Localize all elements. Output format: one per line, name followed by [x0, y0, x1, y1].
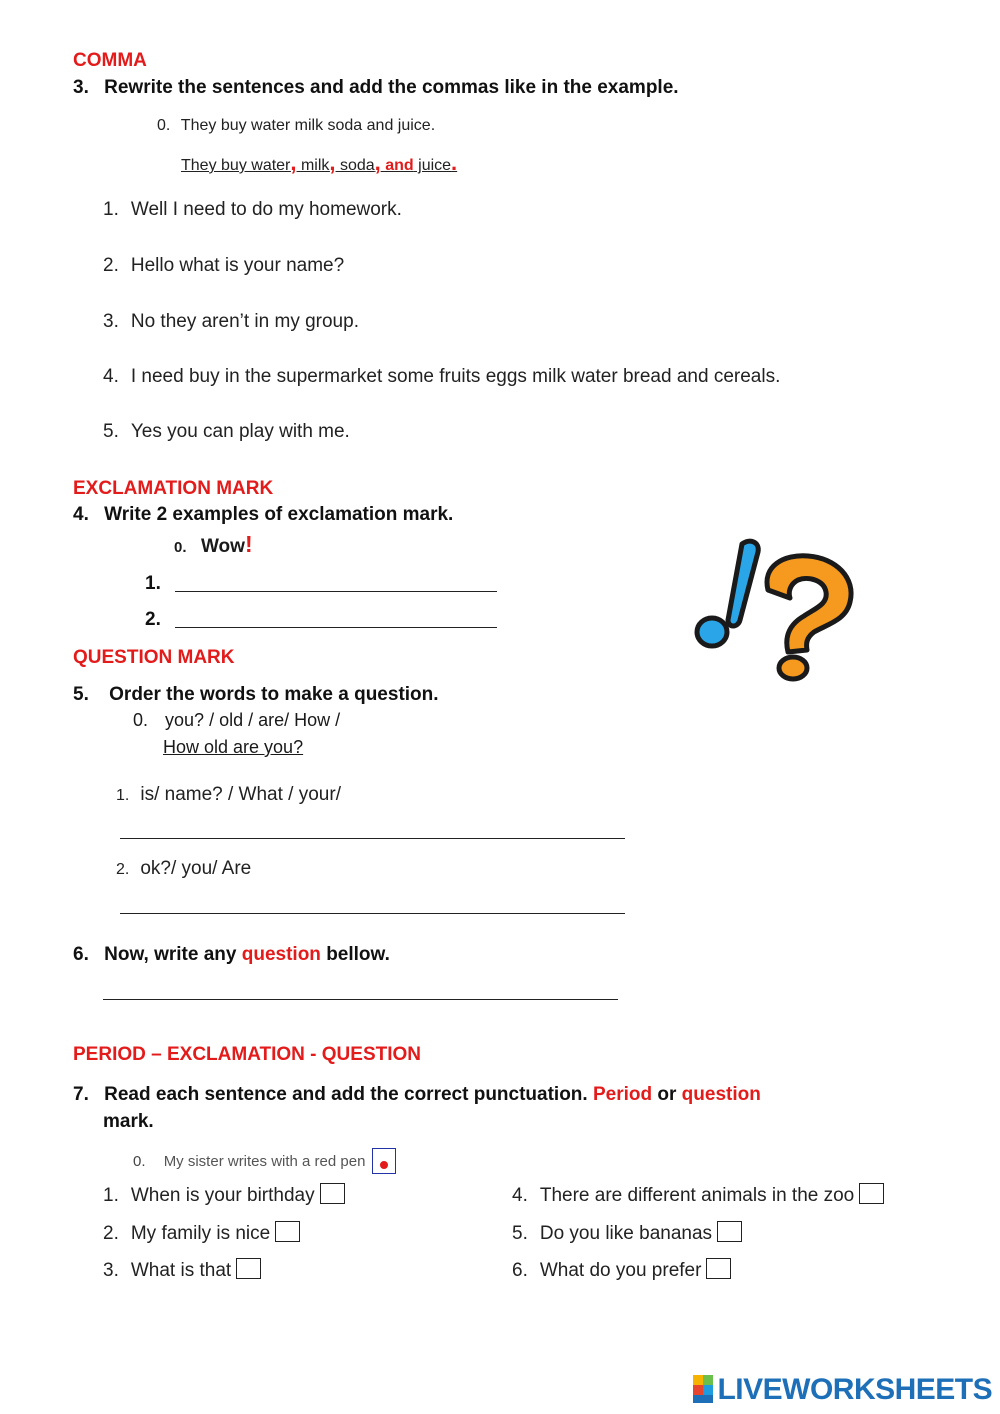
liveworksheets-logo [693, 1373, 992, 1407]
item-number: 2. [103, 255, 119, 276]
exclamation-question-illustration [690, 532, 860, 682]
item-number: 4. [512, 1185, 528, 1206]
example-mark: ! [244, 531, 253, 557]
question-3 [73, 77, 679, 99]
question-example-answer: How old are you? [163, 737, 304, 757]
answer-and: and [380, 157, 414, 174]
question-text: Rewrite the sentences and add the commas like in the example. [104, 77, 679, 98]
question-7 [73, 1084, 761, 1106]
pe-item [512, 1183, 884, 1207]
answer-comma: , [329, 150, 336, 175]
answer-period: . [451, 150, 458, 175]
answer-box[interactable] [275, 1221, 300, 1242]
answer-box[interactable] [236, 1258, 261, 1279]
item-text: ok?/ you/ Are [140, 858, 252, 879]
question-6 [73, 944, 390, 966]
item-number: 2. [116, 861, 130, 878]
pe-item [103, 1221, 300, 1245]
answer-box[interactable] [706, 1258, 731, 1279]
section-title-question: QUESTION MARK [73, 647, 235, 668]
item-text: What is that [130, 1260, 232, 1281]
example-number: 0. [157, 117, 171, 134]
answer-comma: , [374, 150, 381, 175]
item-text: Well I need to do my homework. [130, 199, 402, 220]
pe-item [512, 1258, 731, 1282]
comma-example [157, 117, 435, 135]
item-text: There are different animals in the zoo [539, 1185, 855, 1206]
item-number: 3. [103, 311, 119, 332]
answer-part: soda [335, 157, 375, 174]
item-text: No they aren’t in my group. [130, 311, 359, 332]
item-number: 1. [103, 1185, 119, 1206]
answer-comma: , [290, 150, 297, 175]
example-number: 0. [174, 539, 187, 556]
item-text: When is your birthday [130, 1185, 315, 1206]
comma-example-answer [181, 150, 457, 176]
item-text: Hello what is your name? [130, 255, 345, 276]
item-text: Yes you can play with me. [130, 421, 350, 442]
answer-box[interactable] [859, 1183, 884, 1204]
answer-line[interactable] [175, 591, 497, 592]
answer-box[interactable] [320, 1183, 345, 1204]
item-number: 2. [103, 1223, 119, 1244]
exclamation-example [174, 531, 253, 558]
question-highlight: question [681, 1084, 761, 1105]
item-text: I need buy in the supermarket some fruits eggs milk water bread and cereals. [130, 366, 781, 387]
example-text: My sister writes with a red pen [163, 1153, 366, 1170]
pe-example [133, 1148, 396, 1174]
example-text: you? / old / are/ How / [165, 710, 341, 730]
question-text: or [652, 1084, 682, 1105]
question-number: 6. [73, 944, 89, 965]
question-item [116, 784, 341, 806]
example-number: 0. [133, 710, 149, 730]
item-number: 5. [512, 1223, 528, 1244]
example-text: Wow [200, 536, 245, 557]
item-number: 3. [103, 1260, 119, 1281]
logo-text: LIVEWORKSHEETS [717, 1373, 993, 1406]
pe-item [103, 1183, 345, 1207]
item-number: 1. [103, 199, 119, 220]
question-number: 4. [73, 504, 89, 525]
exclamation-item-number: 2. [145, 609, 161, 630]
comma-item [103, 255, 344, 277]
exclamation-icon [697, 541, 758, 646]
comma-item [103, 366, 780, 388]
exclamation-item-number: 1. [145, 573, 161, 594]
answer-part: They buy water [181, 157, 291, 174]
example-number: 0. [133, 1153, 146, 1170]
answer-box[interactable] [717, 1221, 742, 1242]
answer-part: juice [413, 157, 452, 174]
answer-line[interactable] [120, 913, 625, 914]
example-text: They buy water milk soda and juice. [180, 117, 436, 134]
question-text: bellow. [320, 944, 390, 965]
answer-line[interactable] [120, 838, 625, 839]
comma-item [103, 311, 359, 333]
item-text: What do you prefer [539, 1260, 702, 1281]
question-text: Read each sentence and add the correct punctuation. [104, 1084, 593, 1105]
comma-item [103, 421, 350, 443]
item-number: 1. [116, 787, 130, 804]
question-mark-icon [767, 556, 851, 679]
answer-part: milk [296, 157, 330, 174]
item-number: 4. [103, 366, 119, 387]
item-text: is/ name? / What / your/ [140, 784, 341, 805]
answer-line[interactable] [175, 627, 497, 628]
item-text: My family is nice [130, 1223, 271, 1244]
question-highlight: question [241, 944, 321, 965]
question-number: 7. [73, 1084, 89, 1105]
section-title-exclamation: EXCLAMATION MARK [73, 478, 274, 499]
question-example [133, 710, 340, 731]
item-number: 6. [512, 1260, 528, 1281]
question-5 [73, 684, 439, 706]
question-highlight: Period [592, 1084, 653, 1105]
section-title-period-exclamation-question: PERIOD – EXCLAMATION - QUESTION [73, 1044, 422, 1065]
example-answer-box [372, 1148, 396, 1174]
question-number: 3. [73, 77, 89, 98]
answer-line[interactable] [103, 999, 618, 1000]
pe-item [103, 1258, 261, 1282]
comma-item [103, 199, 402, 221]
question-text: Now, write any [104, 944, 242, 965]
question-text-continued: mark. [103, 1111, 154, 1132]
pe-item [512, 1221, 742, 1245]
item-text: Do you like bananas [539, 1223, 713, 1244]
question-number: 5. [73, 684, 89, 705]
logo-badge-icon [693, 1375, 713, 1403]
section-title-comma: COMMA [73, 50, 147, 71]
question-item [116, 858, 251, 880]
question-4 [73, 504, 453, 526]
question-text: Write 2 examples of exclamation mark. [104, 504, 454, 525]
period-dot-icon [380, 1161, 388, 1169]
item-number: 5. [103, 421, 119, 442]
question-text: Order the words to make a question. [109, 684, 439, 705]
